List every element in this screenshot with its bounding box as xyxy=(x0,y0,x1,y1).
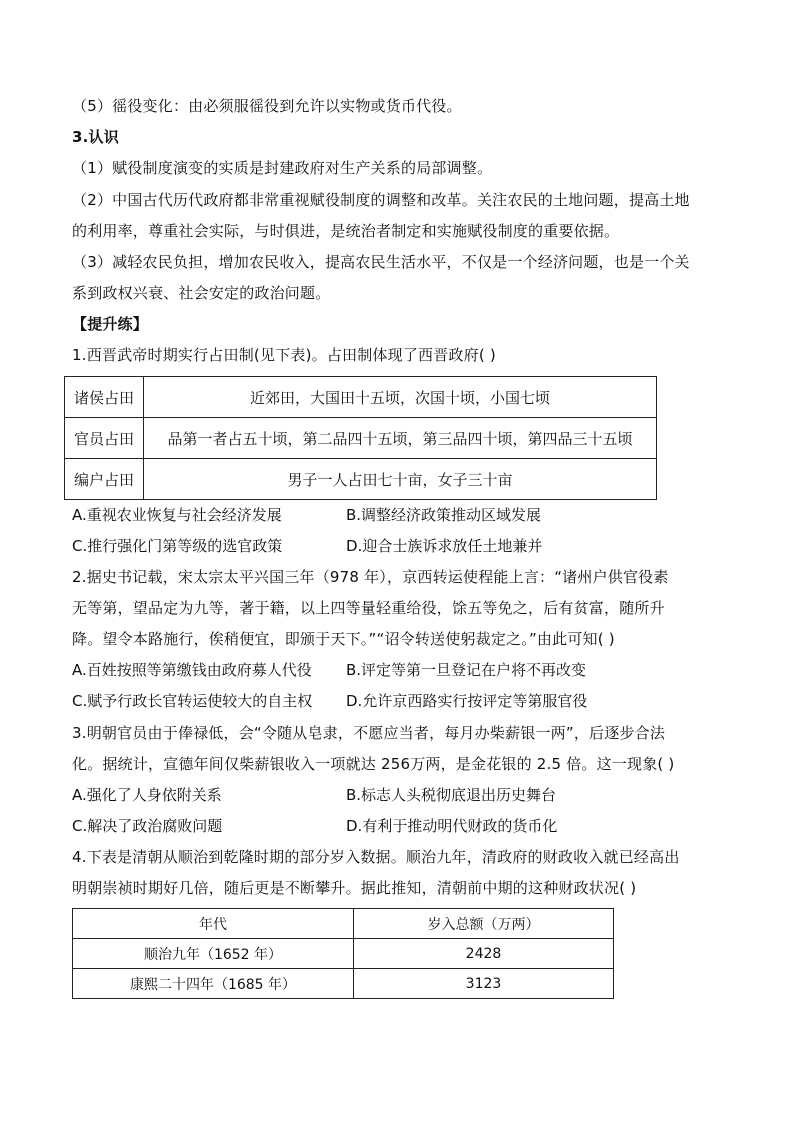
table-cell-value: 男子一人占田七十亩，女子三十亩 xyxy=(144,459,657,500)
table-header-year: 年代 xyxy=(73,909,354,939)
table-cell-label: 编户占田 xyxy=(65,459,144,500)
table-cell-label: 诸侯占田 xyxy=(65,377,144,418)
section-title-practice: 【提升练】 xyxy=(72,315,149,333)
table-header-row xyxy=(73,909,614,939)
text-point-3-line-1: （3）减轻农民负担，增加农民收入，提高农民生活水平，不仅是一个经济问题，也是一个关 xyxy=(72,253,690,271)
table-cell-value: 近郊田，大国田十五顷，次国十顷，小国七顷 xyxy=(144,377,657,418)
q1-option-a[interactable]: A.重视农业恢复与社会经济发展 xyxy=(72,506,282,524)
q1-land-table xyxy=(64,376,657,500)
table-row xyxy=(65,459,657,500)
q2-option-a[interactable]: A.百姓按照等第缴钱由政府募人代役 xyxy=(72,661,312,679)
table-cell-amount: 2428 xyxy=(354,939,614,969)
q1-option-c[interactable]: C.推行强化门第等级的选官政策 xyxy=(72,537,283,555)
table-cell-year: 顺治九年（1652 年） xyxy=(73,939,354,969)
text-point-3-line-2: 系到政权兴衰、社会安定的政治问题。 xyxy=(72,284,331,302)
q3-option-d[interactable]: D.有利于推动明代财政的货币化 xyxy=(346,817,558,835)
table-cell-year: 康熙二十四年（1685 年） xyxy=(73,969,354,999)
q2-option-c[interactable]: C.赋予行政长官转运使较大的自主权 xyxy=(72,692,313,710)
heading-recognition: 3.认识 xyxy=(72,128,119,146)
table-cell-amount: 3123 xyxy=(354,969,614,999)
q3-option-b[interactable]: B.标志人头税彻底退出历史舞台 xyxy=(346,786,557,804)
table-row xyxy=(73,969,614,999)
text-point-2-line-2: 的利用率，尊重社会实际，与时俱进，是统治者制定和实施赋役制度的重要依据。 xyxy=(72,222,620,240)
q4-revenue-table xyxy=(72,908,614,999)
table-row xyxy=(73,939,614,969)
table-row xyxy=(65,418,657,459)
q1-option-b[interactable]: B.调整经济政策推动区域发展 xyxy=(346,506,542,524)
text-point-2-line-1: （2）中国古代历代政府都非常重视赋役制度的调整和改革。关注农民的土地问题，提高土地 xyxy=(72,191,690,209)
q2-option-b[interactable]: B.评定等第一旦登记在户将不再改变 xyxy=(346,661,587,679)
table-cell-label: 官员占田 xyxy=(65,418,144,459)
table-cell-value: 品第一者占五十顷，第二品四十五顷，第三品四十顷，第四品三十五顷 xyxy=(144,418,657,459)
text-point-1: （1）赋役制度演变的实质是封建政府对生产关系的局部调整。 xyxy=(72,159,493,177)
text-line-5-corvee: （5）徭役变化：由必须服徭役到允许以实物或货币代役。 xyxy=(72,97,462,115)
question-2-line-3: 降。望令本路施行，俟稍便宜，即颁于天下。”“诏令转送使躬裁定之。”由此可知( ) xyxy=(72,630,615,648)
question-3-line-1: 3.明朝官员由于俸禄低，会“令随从皂隶，不愿应当者，每月办柴薪银一两”，后逐步合法 xyxy=(72,724,666,742)
question-2-line-1: 2.据史书记载，宋太宗太平兴国三年（978 年），京西转运使程能上言：“诸州户供官役素 xyxy=(72,568,669,586)
q1-option-d[interactable]: D.迎合士族诉求放任土地兼并 xyxy=(346,537,543,555)
q3-option-c[interactable]: C.解决了政治腐败问题 xyxy=(72,817,223,835)
question-2-line-2: 无等第，望品定为九等，著于籍，以上四等量轻重给役，馀五等免之，后有贫富，随所升 xyxy=(72,599,665,617)
table-header-amount: 岁入总额（万两） xyxy=(354,909,614,939)
table-row xyxy=(65,377,657,418)
q3-option-a[interactable]: A.强化了人身依附关系 xyxy=(72,786,222,804)
question-4-line-1: 4.下表是清朝从顺治到乾隆时期的部分岁入数据。顺治九年，清政府的财政收入就已经高出 xyxy=(72,848,680,866)
question-1-stem: 1.西晋武帝时期实行占田制(见下表)。占田制体现了西晋政府( ) xyxy=(72,346,496,364)
q2-option-d[interactable]: D.允许京西路实行按评定等第服官役 xyxy=(346,692,588,710)
question-4-line-2: 明朝崇祯时期好几倍，随后更是不断攀升。据此推知，清朝前中期的这种财政状况( ) xyxy=(72,879,637,897)
question-3-line-2: 化。据统计，宣德年间仅柴薪银收入一项就达 256万两，是金花银的 2.5 倍。这一现象( ) xyxy=(72,755,675,773)
